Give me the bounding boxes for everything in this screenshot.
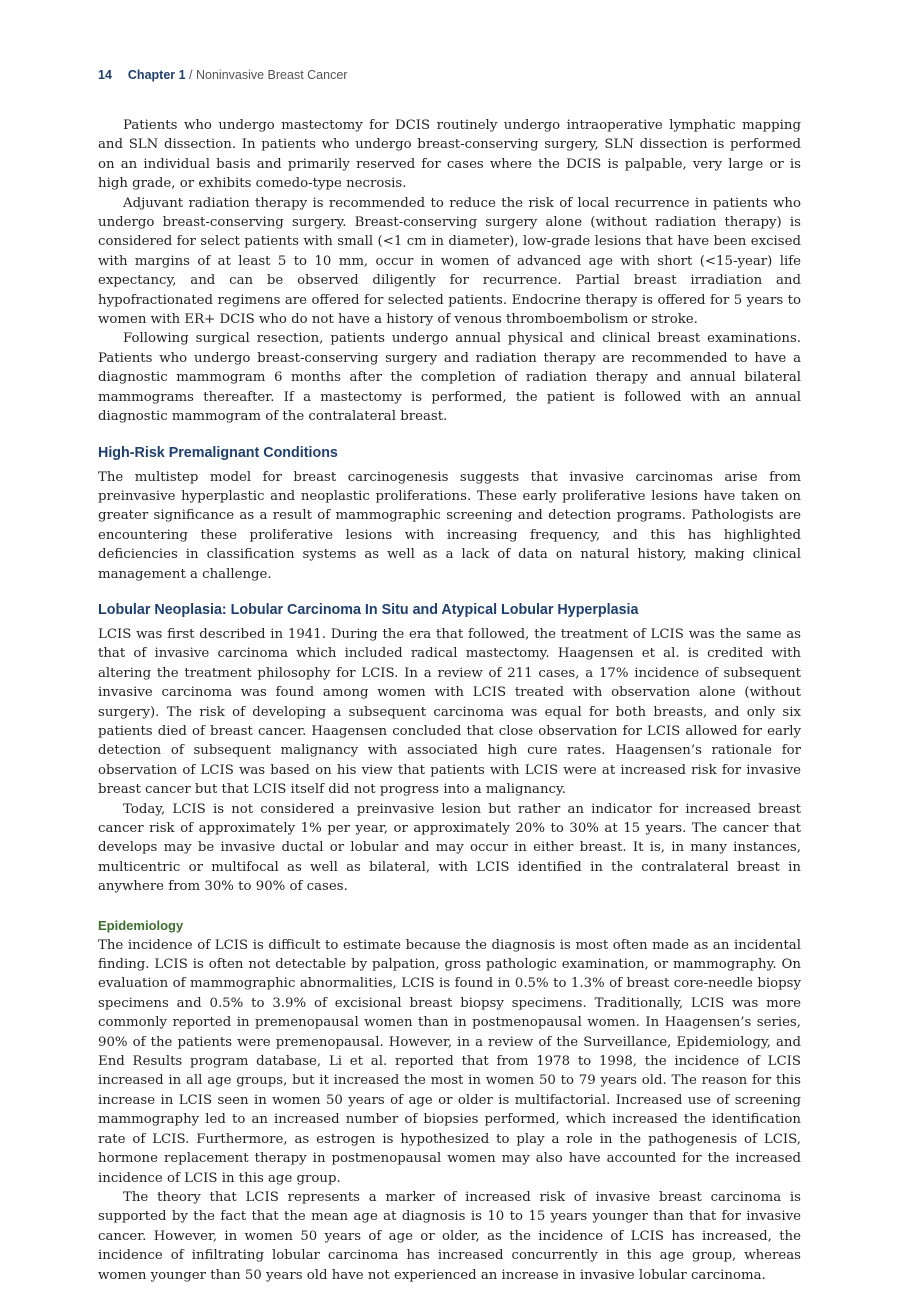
section-heading: High-Risk Premalignant Conditions [98, 444, 338, 461]
paragraph: Today, LCIS is not considered a preinvasive lesion but rather an indicator for increased breast cancer risk of approximately 1% per year, or approximately 20% to 30% at 15 years. The cancer that develops may be invasive ductal or lobular and may occur in either breast. It is, in many instances, multicentric or multifocal as well as bilateral, with LCIS identified in the contralateral breast in anywhere from 30% to 90% of cases. [98, 801, 801, 895]
header-separator: / [185, 68, 196, 82]
paragraph: The multistep model for breast carcinogenesis suggests that invasive carcinomas arise from preinvasive hyperplastic and neoplastic proliferations. These early proliferative lesions have taken on greater significance as a result of mammographic screening and detection programs. Pathologists are encountering these proliferative lesions with increasing frequency, and this has highlighted deficiencies in classification systems as well as a lack of data on natural history, making clinical management a challenge. [98, 469, 801, 582]
paragraph: Following surgical resection, patients undergo annual physical and clinical breast examinations. Patients who undergo breast-conserving surgery and radiation therapy are recommended to have a diagnostic mammogram 6 months after the completion of radiation therapy and annual bilateral mammograms thereafter. If a mastectomy is performed, the patient is followed with an annual diagnostic mammogram of the contralateral breast. [98, 331, 801, 425]
running-header [98, 68, 347, 82]
chapter-label: Chapter 1 [127, 68, 186, 82]
book-section-title: Noninvasive Breast Cancer [195, 68, 348, 82]
paragraph: The incidence of LCIS is difficult to estimate because the diagnosis is most often made as an incidental finding. LCIS is often not detectable by palpation, gross pathologic examination, or mammography. On evaluation of mammographic abnormalities, LCIS is found in 0.5% to 1.3% of breast core-needle biopsy specimens and 0.5% to 3.9% of excisional breast biopsy specimens. Traditionally, LCIS was more commonly reported in premenopausal women than in postmenopausal women. In Haagensen’s series, 90% of the patients were premenopausal. However, in a review of the Surveillance, Epidemiology, and End Results program database, Li et al. reported that from 1978 to 1998, the incidence of LCIS increased in all age groups, but it increased the most in women 50 to 79 years old. The reason for this increase in LCIS seen in women 50 years of age or older is multifactorial. Increased use of screening mammography led to an increased number of biopsies performed, which increased the identification rate of LCIS. Furthermore, as estrogen is hypothesized to play a role in the pathogenesis of LCIS, hormone replacement therapy in postmenopausal women may also have accounted for the increased incidence of LCIS in this age group. [98, 937, 801, 1186]
page-content [98, 116, 801, 1285]
subsection-heading: Epidemiology [98, 917, 184, 933]
page-number: 14 [98, 68, 112, 82]
paragraph: The theory that LCIS represents a marker of increased risk of invasive breast carcinoma is supported by the fact that the mean age at diagnosis is 10 to 15 years younger than that for invasive cancer. However, in women 50 years of age or older, as the incidence of LCIS has increased, the incidence of infiltrating lobular carcinoma has increased concurrently in this age group, whereas women younger than 50 years old have not experienced an increase in invasive lobular carcinoma. [98, 1189, 801, 1283]
paragraph: LCIS was first described in 1941. During the era that followed, the treatment of LCIS was the same as that of invasive carcinoma which included radical mastectomy. Haagensen et al. is credited with altering the treatment philosophy for LCIS. In a review of 211 cases, a 17% incidence of subsequent invasive carcinoma was found among women with LCIS treated with observation alone (without surgery). The risk of developing a subsequent carcinoma was equal for both breasts, and only six patients died of breast cancer. Haagensen concluded that close observation for LCIS allowed for early detection of subsequent malignancy with associated high cure rates. Haagensen’s rationale for observation of LCIS was based on his view that patients with LCIS were at increased risk for invasive breast cancer but that LCIS itself did not progress into a malignancy. [98, 626, 801, 798]
section-heading: Lobular Neoplasia: Lobular Carcinoma In Situ and Atypical Lobular Hyperplasia [98, 601, 639, 618]
paragraph: Adjuvant radiation therapy is recommended to reduce the risk of local recurrence in patients who undergo breast-conserving surgery. Breast-conserving surgery alone (without radiation therapy) is considered for select patients with small (<1 cm in diameter), low-grade lesions that have been excised with margins of at least 5 to 10 mm, occur in women of advanced age with short (<15-year) life expectancy, and can be observed diligently for recurrence. Partial breast irradiation and hypofractionated regimens are offered for selected patients. Endocrine therapy is offered for 5 years to women with ER+ DCIS who do not have a history of venous thromboembolism or stroke. [98, 195, 801, 328]
paragraph: Patients who undergo mastectomy for DCIS routinely undergo intraoperative lymphatic mapping and SLN dissection. In patients who undergo breast-conserving surgery, SLN dissection is performed on an individual basis and primarily reserved for cases where the DCIS is palpable, very large or is high grade, or exhibits comedo-type necrosis. [98, 118, 801, 192]
